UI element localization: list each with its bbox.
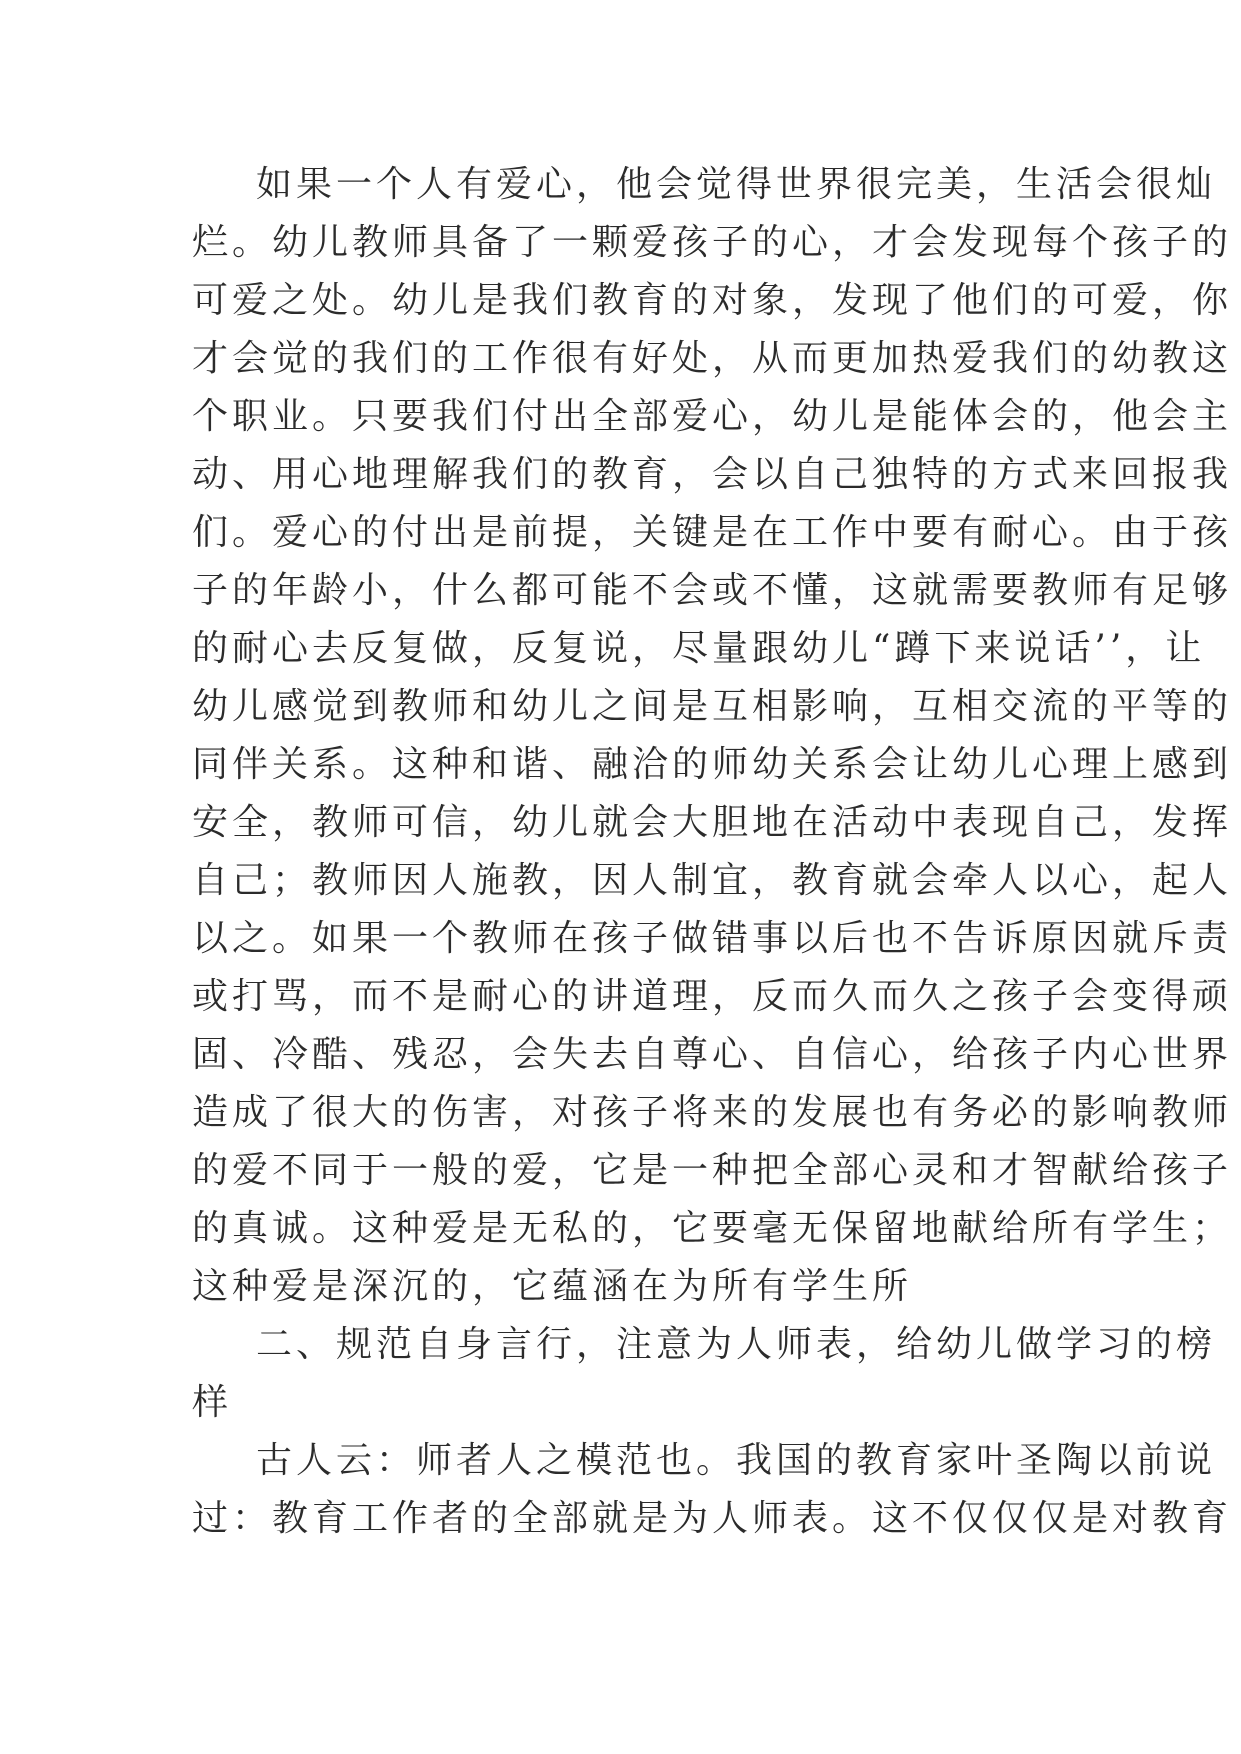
paragraph-line: 幼儿感觉到教师和幼儿之间是互相影响，互相交流的平等的 [192, 686, 1233, 727]
paragraph-line: 的爱不同于一般的爱，它是一种把全部心灵和才智献给孩子 [192, 1150, 1233, 1191]
paragraph-line: 或打骂，而不是耐心的讲道理，反而久而久之孩子会变得顽 [192, 976, 1233, 1017]
paragraph-line: 古人云：师者人之模范也。我国的教育家叶圣陶以前说 [256, 1440, 1217, 1481]
body-text [192, 156, 1233, 1548]
paragraph-line: 造成了很大的伤害，对孩子将来的发展也有务必的影响教师 [192, 1092, 1233, 1133]
paragraph-line: 才会觉的我们的工作很有好处，从而更加热爱我们的幼教这 [192, 338, 1233, 379]
paragraph-line: 自己；教师因人施教，因人制宜，教育就会牵人以心，起人 [192, 860, 1233, 901]
paragraph-line: 可爱之处。幼儿是我们教育的对象，发现了他们的可爱，你 [192, 280, 1233, 321]
paragraph-line: 个职业。只要我们付出全部爱心，幼儿是能体会的，他会主 [192, 396, 1233, 437]
paragraph-line: 如果一个人有爱心，他会觉得世界很完美，生活会很灿 [256, 164, 1217, 205]
paragraph-line: 过：教育工作者的全部就是为人师表。这不仅仅仅是对教育 [192, 1498, 1233, 1539]
paragraph-line: 这种爱是深沉的，它蕴涵在为所有学生所 [192, 1266, 913, 1307]
paragraph-line: 子的年龄小，什么都可能不会或不懂，这就需要教师有足够 [192, 570, 1233, 611]
paragraph-line: 的耐心去反复做，反复说，尽量跟幼儿“蹲下来说话’’，让 [192, 628, 1206, 669]
section-heading-line: 二、规范自身言行，注意为人师表，给幼儿做学习的榜 [256, 1324, 1217, 1365]
paragraph-line: 以之。如果一个教师在孩子做错事以后也不告诉原因就斥责 [192, 918, 1233, 959]
paragraph-line: 固、冷酷、残忍，会失去自尊心、自信心，给孩子内心世界 [192, 1034, 1233, 1075]
paragraph-line: 安全，教师可信，幼儿就会大胆地在活动中表现自己，发挥 [192, 802, 1233, 843]
paragraph-line: 烂。幼儿教师具备了一颗爱孩子的心，才会发现每个孩子的 [192, 222, 1233, 263]
paragraph-line: 们。爱心的付出是前提，关键是在工作中要有耐心。由于孩 [192, 512, 1233, 553]
paragraph-line: 动、用心地理解我们的教育，会以自己独特的方式来回报我 [192, 454, 1233, 495]
paragraph-line: 的真诚。这种爱是无私的，它要毫无保留地献给所有学生； [192, 1208, 1233, 1249]
section-heading-line: 样 [192, 1382, 233, 1423]
paragraph-line: 同伴关系。这种和谐、融洽的师幼关系会让幼儿心理上感到 [192, 744, 1233, 785]
